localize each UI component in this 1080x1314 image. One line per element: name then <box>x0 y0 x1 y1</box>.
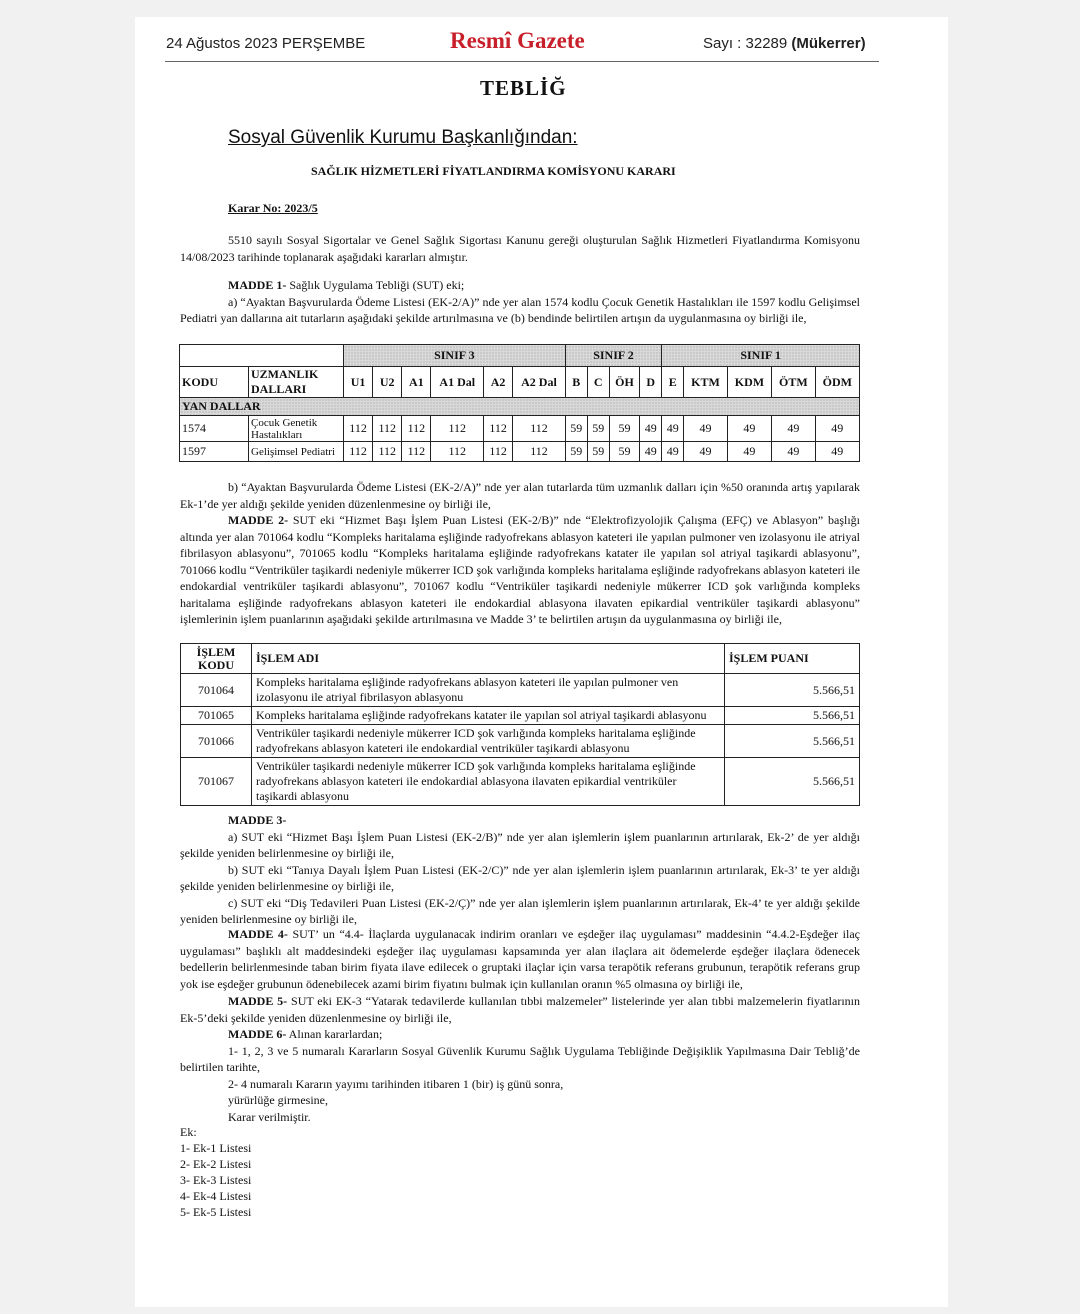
cell: 112 <box>431 442 484 462</box>
cell: 49 <box>772 416 816 442</box>
cell: 112 <box>513 416 566 442</box>
article-6 <box>180 1026 860 1125</box>
article-1-a: a) “Ayaktan Başvurularda Ödeme Listesi (EK-2/A)” nde yer alan 1574 kodlu Çocuk Genetik Hastalıkları ile 1597 kodlu Gelişimsel Pediatri yan dallarına ait tutarların aşağıdaki şekilde artırılmasına ve (b) bendinde belirtilen artışın da uygulanmasına oy birliği ile, <box>180 294 860 325</box>
proc-kod: 701066 <box>181 725 252 758</box>
section-yan-dallar: YAN DALLAR <box>180 398 860 416</box>
cell: 49 <box>662 416 684 442</box>
col-islem-kodu: İŞLEM KODU <box>181 644 252 674</box>
col-kodu: KODU <box>180 367 249 398</box>
article-3 <box>180 812 860 928</box>
article-1-b: b) “Ayaktan Başvurularda Ödeme Listesi (EK-2/A)” nde yer alan tutarlarda tüm uzmanlık dalları için %50 oranında artış yapılarak Ek-1’de yer aldığı şekilde yeniden düzenlenmesine oy birliği ile, <box>180 480 860 511</box>
fee-table <box>179 344 860 462</box>
cell: 59 <box>587 442 609 462</box>
row-kod: 1574 <box>180 416 249 442</box>
col-odm: ÖDM <box>815 367 859 398</box>
cell: 49 <box>684 442 728 462</box>
group-sinif-1 <box>662 345 860 367</box>
article-4-text: SUT’ un “4.4- İlaçlarda uygulanacak indirim oranları ve eşdeğer ilaç uygulaması” maddesinin “4.4.2-Eşdeğer ilaç uygulaması” başlıklı alt maddesindeki eşdeğer ilaç uygulaması kapsamında yer alan ilaçlara ait ödemelerde eşdeğer ilaçlara ödenecek bedellerin belirlenmesinde taban birim fiyata ilave edilecek o gruptaki ilaçlar için varsa terapötik referans grubunun, terapötik referans grup yok ise eşdeğer grubunun ödenebilecek azami birim fiyatını bulmak için kullanılan oranın %5 olmasına oy birliği ile, <box>180 927 861 991</box>
header-date: 24 Ağustos 2023 PERŞEMBE <box>166 35 366 52</box>
cell: 59 <box>565 416 587 442</box>
proc-adi: Ventriküler taşikardi nedeniyle mükerrer ICD şok varlığında kompleks haritalama eşliğinde radyofrekans ablasyon kateteri ile endokardial ablasyona ilavaten epikardial ventriküler taşikardi ablasyonu <box>252 758 725 806</box>
cell: 49 <box>727 416 771 442</box>
cell: 59 <box>565 442 587 462</box>
cell: 59 <box>609 416 640 442</box>
cell: 49 <box>640 416 662 442</box>
col-a2: A2 <box>484 367 513 398</box>
article-6-head-rest: Alınan kararlardan; <box>286 1027 383 1041</box>
institution-name: Sosyal Güvenlik Kurumu Başkanlığından: <box>228 127 578 148</box>
proc-kod: 701067 <box>181 758 252 806</box>
article-6-p2b: yürürlüğe girmesine, <box>228 1093 328 1107</box>
issue-number <box>703 35 866 52</box>
procedure-table <box>180 643 860 806</box>
cell: 112 <box>373 416 402 442</box>
proc-kod: 701065 <box>181 707 252 725</box>
article-5-text: SUT eki EK-3 “Yatarak tedavilerde kullanılan tıbbi malzemeler” listelerinde yer alan tıbbi malzemelerin fiyatlarının Ek-5’deki şekilde yeniden düzenlenmesine oy birliği ile, <box>180 994 860 1025</box>
col-d: D <box>640 367 662 398</box>
group-sinif-3-label: SINIF 3 <box>434 348 475 362</box>
commission-title: SAĞLIK HİZMETLERİ FİYATLANDIRMA KOMİSYONU KARARI <box>311 164 676 178</box>
proc-adi: Kompleks haritalama eşliğinde radyofrekans ablasyon kateteri ile yapılan pulmoner ven izolasyonu ile atriyal fibrilasyon ablasyonu <box>252 674 725 707</box>
col-oh: ÖH <box>609 367 640 398</box>
cell: 59 <box>587 416 609 442</box>
list-item: 4- Ek-4 Listesi <box>180 1189 252 1203</box>
col-kdm: KDM <box>727 367 771 398</box>
group-sinif-2 <box>565 345 661 367</box>
list-item: 3- Ek-3 Listesi <box>180 1173 252 1187</box>
gazette-title: Resmî Gazete <box>450 28 585 53</box>
article-6-p2a: 2- 4 numaralı Kararın yayımı tarihinden itibaren 1 (bir) iş günü sonra, <box>228 1076 564 1091</box>
article-5 <box>180 993 860 1026</box>
proc-adi: Ventriküler taşikardi nedeniyle mükerrer ICD şok varlığında kompleks haritalama eşliğinde radyofrekans ablasyon kateteri ile endokardial ventriküler taşikardi ablasyonu <box>252 725 725 758</box>
cell: 112 <box>513 442 566 462</box>
group-sinif-1-label: SINIF 1 <box>740 348 781 362</box>
decision-number: Karar No: 2023/5 <box>228 201 318 215</box>
article-3-head: MADDE 3- <box>228 813 287 827</box>
table-row <box>181 707 860 725</box>
col-a1: A1 <box>402 367 431 398</box>
col-u1: U1 <box>344 367 373 398</box>
col-islem-puani: İŞLEM PUANI <box>725 644 860 674</box>
intro-paragraph: 5510 sayılı Sosyal Sigortalar ve Genel Sağlık Sigortası Kanunu gereği oluşturulan Sağlık Hizmetleri Fiyatlandırma Komisyonu 14/08/2023 tarihinde toplanarak aşağıdaki kararları almıştır. <box>180 233 860 264</box>
article-1 <box>180 277 860 327</box>
col-b: B <box>565 367 587 398</box>
cell: 112 <box>373 442 402 462</box>
proc-adi: Kompleks haritalama eşliğinde radyofrekans katater ile yapılan sol atriyal taşikardi ablasyonu <box>252 707 725 725</box>
article-5-head: MADDE 5- <box>228 994 288 1008</box>
issue-label: Sayı : 32289 <box>703 35 788 52</box>
cell: 112 <box>402 442 431 462</box>
article-3-a: a) SUT eki “Hizmet Başı İşlem Puan Listesi (EK-2/B)” nde yer alan işlemlerin işlem puanlarının artırılarak, Ek-2’ de yer aldığı şekilde yeniden belirlenmesine oy birliği ile, <box>180 829 860 860</box>
section-title: TEBLİĞ <box>480 76 567 100</box>
cell: 112 <box>344 442 373 462</box>
cell: 49 <box>815 442 859 462</box>
row-kod: 1597 <box>180 442 249 462</box>
row-dal: Gelişimsel Pediatri <box>249 442 344 462</box>
table-row <box>181 725 860 758</box>
proc-puan: 5.566,51 <box>725 725 860 758</box>
article-1-head-rest: Sağlık Uygulama Tebliği (SUT) eki; <box>286 278 465 292</box>
article-2-head: MADDE 2- <box>228 513 289 527</box>
col-u2: U2 <box>373 367 402 398</box>
cell: 49 <box>772 442 816 462</box>
article-4-head: MADDE 4- <box>228 927 288 941</box>
article-6-p2c: Karar verilmiştir. <box>228 1109 311 1124</box>
proc-puan: 5.566,51 <box>725 758 860 806</box>
col-otm: ÖTM <box>772 367 816 398</box>
header-divider <box>165 61 879 62</box>
cell: 49 <box>727 442 771 462</box>
cell: 49 <box>640 442 662 462</box>
row-dal: Çocuk Genetik Hastalıkları <box>249 416 344 442</box>
article-4 <box>180 926 860 992</box>
cell: 112 <box>431 416 484 442</box>
group-sinif-2-label: SINIF 2 <box>593 348 634 362</box>
table-row <box>180 442 860 462</box>
cell: 49 <box>815 416 859 442</box>
col-ktm: KTM <box>684 367 728 398</box>
article-2-text: SUT eki “Hizmet Başı İşlem Puan Listesi (EK-2/B)” nde “Elektrofizyolojik Çalışma (EFÇ) ve Ablasyon” başlığı altında yer alan 701064 kodlu “Kompleks haritalama eşliğinde radyofrekans ablasyon kateteri ile yapılan pulmoner ven izolasyonu ile atriyal fibrilasyon ablasyonu”, 701065 kodlu “Kompleks haritalama eşliğinde radyofrekans katater ile yapılan sol atriyal taşikardi ablasyonu”, 701066 kodlu “Ventriküler taşikardi nedeniyle mükerrer ICD şok varlığında kompleks haritalama eşliğinde radyofrekans ablasyon kateteri ile endokardial ventriküler taşikardi ablasyonu”, 701067 kodlu “Ventriküler taşikardi nedeniyle mükerrer ICD şok varlığında kompleks haritalama eşliğinde radyofrekans ablasyon kateteri ile endokardial ablasyona ilavaten epikardial ventriküler taşikardi ablasyonu” işlemlerinin işlem puanlarının aşağıdaki şekilde artırılmasına ve Madde 3’ te belirtilen artışın da uygulanmasına oy birliği ile, <box>180 513 861 626</box>
cell: 49 <box>662 442 684 462</box>
article-6-p1: 1- 1, 2, 3 ve 5 numaralı Kararların Sosyal Güvenlik Kurumu Sağlık Uygulama Tebliğinde Değişiklik Yapılmasına Dair Tebliğ’de belirtilen tarihte, <box>180 1043 860 1074</box>
article-2 <box>180 512 860 628</box>
cell: 112 <box>344 416 373 442</box>
article-3-b: b) SUT eki “Tanıya Dayalı İşlem Puan Listesi (EK-2/C)” nde yer alan işlemlerin işlem puanlarının artırılarak, Ek-3’ te yer aldığı şekilde yeniden belirlenmesine oy birliği ile, <box>180 862 860 893</box>
cell: 49 <box>684 416 728 442</box>
proc-kod: 701064 <box>181 674 252 707</box>
annex-list <box>180 1124 251 1220</box>
article-6-head: MADDE 6- <box>228 1027 287 1041</box>
fee-table-blank <box>180 345 344 367</box>
cell: 112 <box>484 442 513 462</box>
table-row <box>180 416 860 442</box>
col-c: C <box>587 367 609 398</box>
cell: 112 <box>484 416 513 442</box>
proc-puan: 5.566,51 <box>725 674 860 707</box>
proc-puan: 5.566,51 <box>725 707 860 725</box>
cell: 112 <box>402 416 431 442</box>
article-3-c: c) SUT eki “Diş Tedavileri Puan Listesi (EK-2/Ç)” nde yer alan işlemlerin işlem puanlarının artırılarak, Ek-4’ te yer aldığı şekilde yeniden belirlenmesine oy birliği ile, <box>180 895 860 926</box>
col-islem-adi: İŞLEM ADI <box>252 644 725 674</box>
article-1-head: MADDE 1- <box>228 278 287 292</box>
list-item: 2- Ek-2 Listesi <box>180 1157 252 1171</box>
col-e: E <box>662 367 684 398</box>
list-item: 1- Ek-1 Listesi <box>180 1141 252 1155</box>
table-row <box>181 674 860 707</box>
group-sinif-3 <box>344 345 566 367</box>
cell: 59 <box>609 442 640 462</box>
list-item: 5- Ek-5 Listesi <box>180 1205 252 1219</box>
issue-suffix: (Mükerrer) <box>791 35 866 52</box>
col-a2-dal: A2 Dal <box>513 367 566 398</box>
table-row <box>181 758 860 806</box>
col-a1-dal: A1 Dal <box>431 367 484 398</box>
col-dal: UZMANLIK DALLARI <box>249 367 344 398</box>
annex-label: Ek: <box>180 1125 197 1139</box>
